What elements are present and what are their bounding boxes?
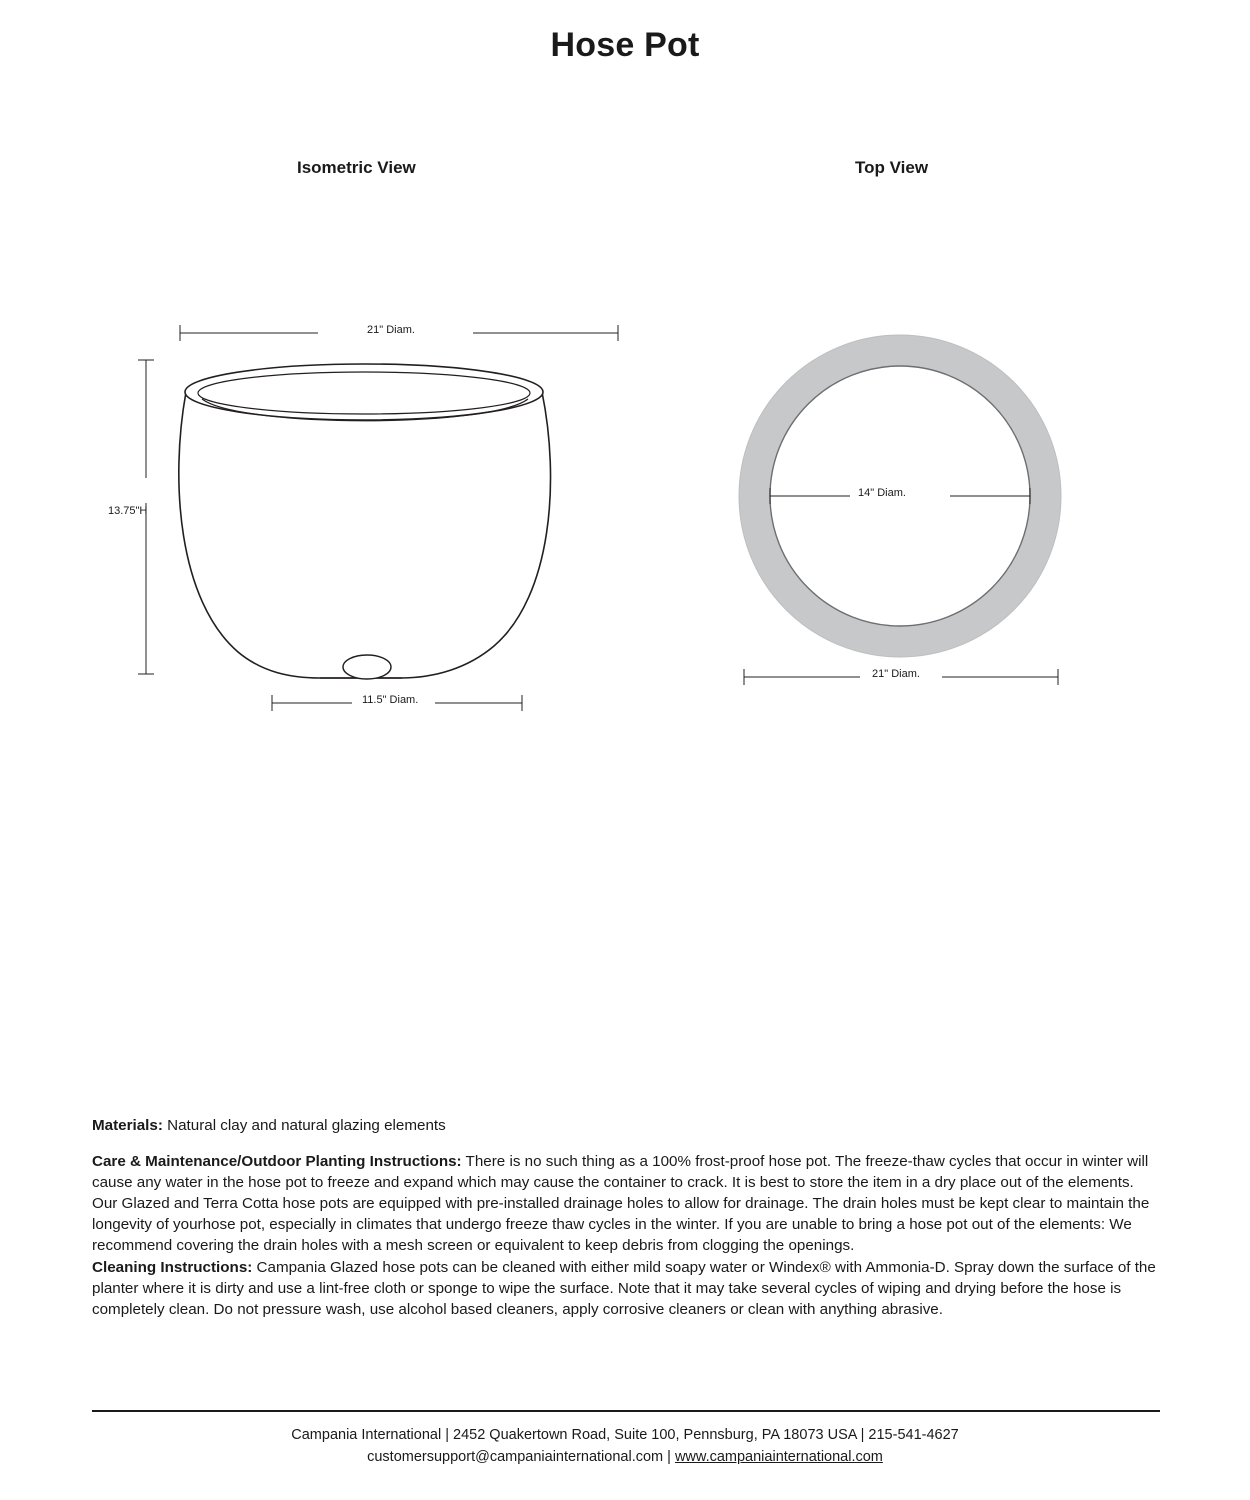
iso-top-diameter-label: 21" Diam.	[367, 324, 415, 336]
top-inner-diameter-label: 14" Diam.	[858, 487, 906, 499]
iso-height-dim-line	[138, 360, 154, 674]
materials-text: Natural clay and natural glazing elements	[162, 1117, 446, 1134]
materials-paragraph	[92, 1116, 1160, 1137]
cleaning-paragraph	[92, 1258, 1160, 1321]
care-paragraph	[92, 1152, 1160, 1257]
iso-drain-hole	[343, 655, 391, 679]
footer-email[interactable]: customersupport@campaniainternational.com	[367, 1449, 664, 1465]
iso-pot-body	[179, 392, 551, 678]
top-outer-diameter-label: 21" Diam.	[872, 668, 920, 680]
iso-height-label: 13.75"H	[108, 505, 148, 517]
care-label: Care & Maintenance/Outdoor Planting Instructions:	[92, 1153, 462, 1170]
iso-rim-inner	[198, 372, 530, 414]
page-title: Hose Pot	[550, 26, 700, 64]
footer-address: Campania International | 2452 Quakertown Road, Suite 100, Pennsburg, PA 18073 USA | 215-541-4627	[291, 1427, 959, 1443]
materials-label: Materials:	[92, 1117, 163, 1134]
footer-separator: |	[663, 1449, 675, 1465]
isometric-view-heading: Isometric View	[297, 158, 416, 177]
cleaning-label: Cleaning Instructions:	[92, 1259, 253, 1276]
care-text: There is no such thing as a 100% frost-proof hose pot. The freeze-thaw cycles that occur in winter will cause any water in the hose pot to freeze and expand which may cause the container to crack. It is best to store the item in a dry place out of the elements. Our Glazed and Terra Cotta hose pots are equipped with pre-installed drainage holes to allow for drainage. The drain holes must be kept clear to maintain the longevity of yourhose pot, especially in climates that undergo freeze thaw cycles in the winter. If you are unable to bring a hose pot out of the elements: We recommend covering the drain holes with a mesh screen or equivalent to keep debris from clogging the openings.	[92, 1153, 1150, 1254]
top-view-heading: Top View	[855, 158, 929, 177]
footer-website-link[interactable]: www.campaniainternational.com	[674, 1449, 883, 1465]
iso-base-diameter-label: 11.5" Diam.	[362, 694, 419, 706]
footer-contact	[0, 1447, 1250, 1468]
technical-drawing	[90, 300, 1160, 740]
footer-divider	[92, 1410, 1160, 1412]
drawing-svg	[90, 300, 1160, 740]
cleaning-text: Campania Glazed hose pots can be cleaned with either mild soapy water or Windex® with Ammonia-D. Spray down the surface of the planter where it is dirty and use a lint-free cloth or sponge to wipe the surface. Note that it may take several cycles of wiping and drying before the hose is completely clean. Do not pressure wash, use alcohol based cleaners, apply corrosive cleaners or clean with anything abrasive.	[92, 1259, 1156, 1318]
